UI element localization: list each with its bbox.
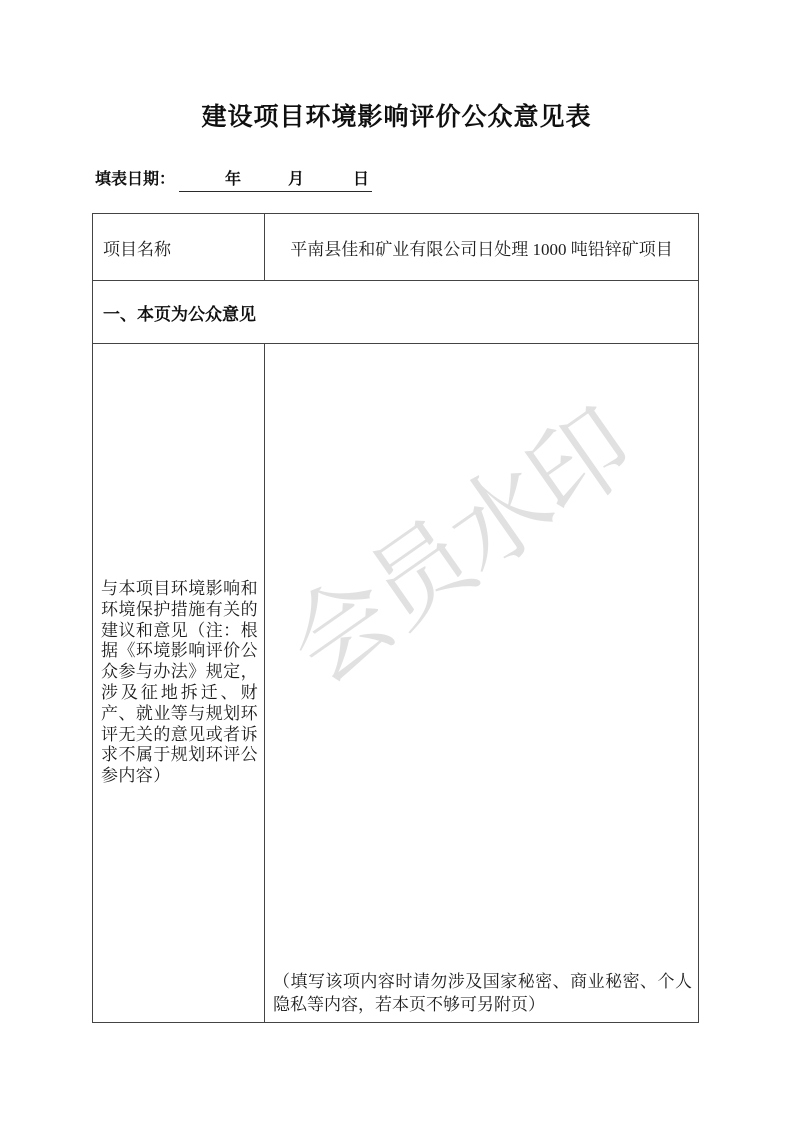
public-opinion-form-table: [92, 213, 699, 1023]
membership-watermark: 会员水印: [269, 390, 652, 705]
section-header-row: [93, 281, 699, 344]
day-label: 日: [353, 171, 370, 188]
project-name-row: [93, 214, 699, 281]
opinion-write-in-area: [265, 344, 698, 962]
fill-date-label: 填表日期：: [95, 171, 176, 188]
month-label: 月: [288, 171, 305, 188]
section-header-cell: 一、本页为公众意见: [93, 281, 699, 344]
opinion-row: [93, 344, 699, 1023]
fill-date-line: [95, 166, 372, 192]
opinion-label-cell: 与本项目环境影响和环境保护措施有关的建议和意见（注：根据《环境影响评价公众参与办法》规定，涉及征地拆迁、财产、就业等与规划环评无关的意见或者诉求不属于规划环评公参内容）: [93, 344, 265, 1023]
opinion-note-text: （填写该项内容时请勿涉及国家秘密、商业秘密、个人隐私等内容，若本页不够可另附页）: [273, 972, 692, 1014]
date-underline-blank: [179, 166, 372, 192]
project-name-label-cell: 项目名称: [93, 214, 265, 281]
project-name-value-cell: 平南县佳和矿业有限公司日处理 1000 吨铅锌矿项目: [265, 214, 699, 281]
opinion-body-cell: [265, 344, 699, 1023]
page-title: 建设项目环境影响评价公众意见表: [201, 103, 592, 131]
year-label: 年: [225, 171, 242, 188]
